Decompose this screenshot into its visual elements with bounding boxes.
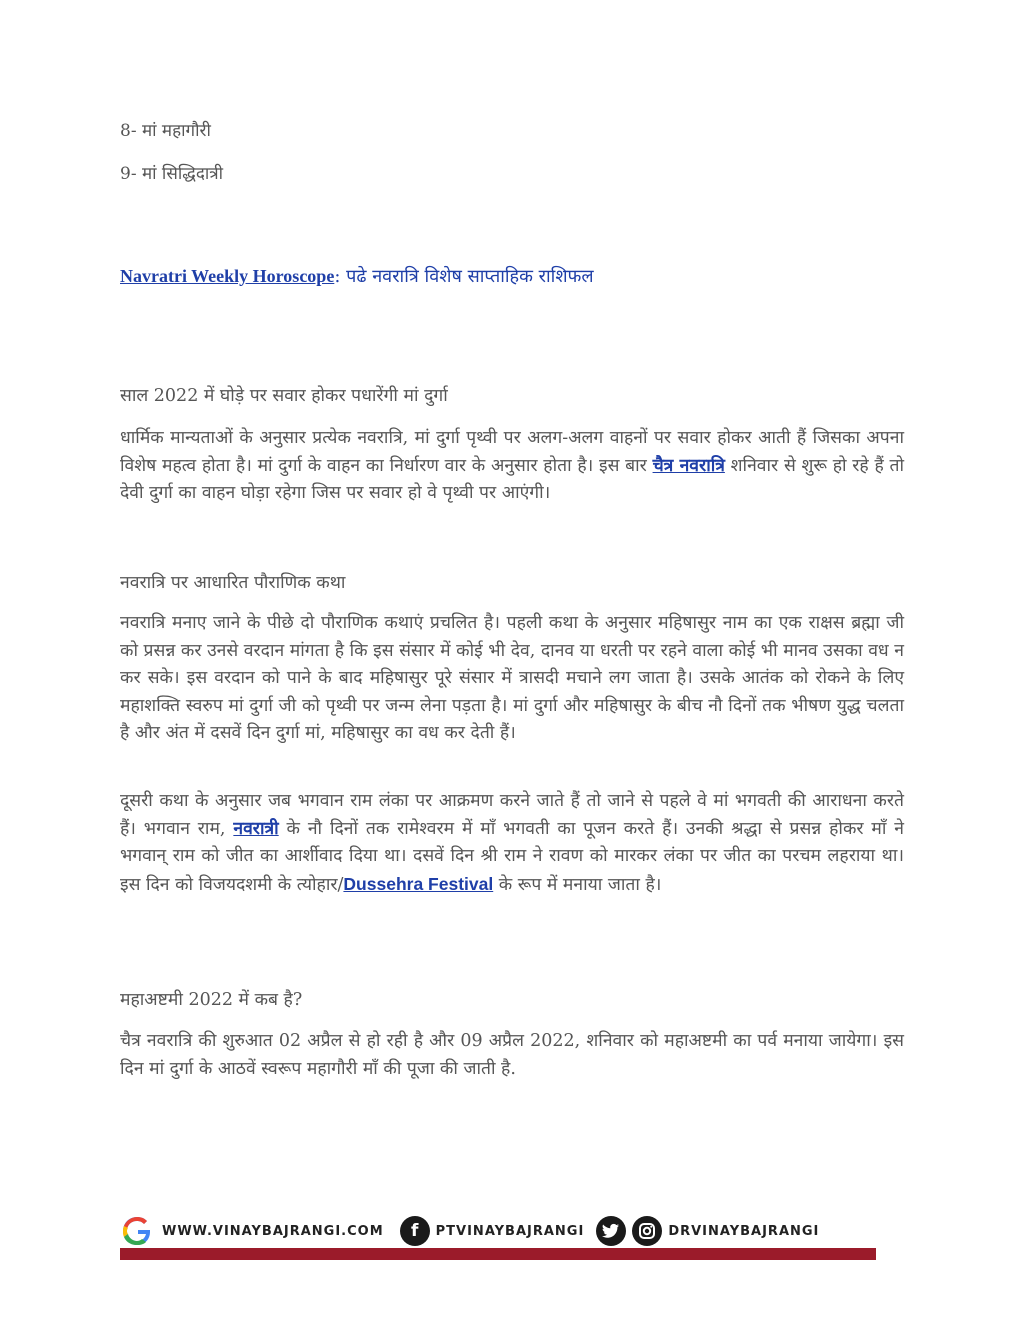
section1-heading: साल 2022 में घोड़े पर सवार होकर पधारेंगी मां दुर्गा: [120, 386, 448, 406]
footer-bar: [120, 1248, 876, 1260]
chaitra-navratri-link[interactable]: चैत्र नवरात्रि: [652, 455, 725, 476]
section2-text-3: के रूप में मनाया जाता है।: [493, 874, 662, 895]
navratri-link[interactable]: नवरात्री: [233, 818, 279, 839]
weekly-hindi-text: पढे नवरात्रि विशेष साप्ताहिक राशिफल: [340, 266, 594, 287]
website-text[interactable]: WWW.VINAYBAJRANGI.COM: [162, 1223, 384, 1239]
weekly-horoscope-line: [120, 264, 594, 288]
weekly-colon: :: [334, 266, 341, 287]
section3-paragraph: चैत्र नवरात्रि की शुरुआत 02 अप्रैल से हो रही है और 09 अप्रैल 2022, शनिवार को महाअष्टमी का पर्व मनाया जायेगा। इस दिन मां दुर्गा के आठवें स्वरूप महागौरी माँ की पूजा की जाती है.: [120, 1031, 904, 1079]
footer-social-row: [120, 1214, 876, 1248]
section3-heading: महाअष्टमी 2022 में कब है?: [120, 990, 303, 1010]
list-item-9: 9- मां सिद्धिदात्री: [120, 164, 224, 184]
section2-text-2: के नौ दिनों तक रामेश्वरम में माँ भगवती का पूजन करते हैं। उनकी श्रद्धा से प्रसन्न होकर माँ ने भगवान् राम को जीत का आर्शीवाद दिया था। दसवें दिन श्री राम ने रावण को मारकर लंका पर जीत का परचम लहराया था। इस दिन को विजयदशमी के त्योहार/: [120, 818, 904, 895]
instagram-icon[interactable]: [632, 1216, 662, 1246]
section1-text-1: धार्मिक मान्यताओं के अनुसार प्रत्येक नवरात्रि, मां दुर्गा पृथ्वी पर अलग-अलग वाहनों पर सवार होकर आती हैं जिसका अपना विशेष महत्व होता है। मां दुर्गा के वाहन का निर्धारण वार के अनुसार होता है। इस बार: [120, 428, 904, 476]
twitter-icon[interactable]: [596, 1216, 626, 1246]
social-handle[interactable]: DRVINAYBAJRANGI: [668, 1223, 820, 1239]
list-item-8: 8- मां महागौरी: [120, 121, 211, 141]
section1-paragraph: [120, 425, 904, 508]
facebook-handle[interactable]: PTVINAYBAJRANGI: [435, 1223, 585, 1239]
weekly-horoscope-link[interactable]: Navratri Weekly Horoscope: [120, 266, 335, 286]
section2-heading: नवरात्रि पर आधारित पौराणिक कथा: [120, 573, 346, 593]
google-icon: [120, 1215, 156, 1247]
section2-text-1: दूसरी कथा के अनुसार जब भगवान राम लंका पर आक्रमण करने जाते हैं तो जाने से पहले वे मां भगवती की आराधना करते हैं। भगवान राम,: [120, 791, 904, 839]
section1-text-2: शनिवार से शुरू हो रहे हैं तो देवी दुर्गा का वाहन घोड़ा रहेगा जिस पर सवार हो वे पृथ्वी पर आएंगी।: [120, 455, 904, 503]
section2-paragraph-1: नवरात्रि मनाए जाने के पीछे दो पौराणिक कथाएं प्रचलित है। पहली कथा के अनुसार महिषासुर नाम का एक राक्षस ब्रह्मा जी को प्रसन्न कर उनसे वरदान मांगता है कि इस संसार में कोई भी देव, दानव या धरती पर रहने वाला कोई भी मानव उसका वध न कर सके। इस वरदान को पाने के बाद महिषासुर पूरे संसार में त्रासदी मचाने लग जाता है। उसके आतंक को रोकने के लिए महाशक्ति स्वरुप मां दुर्गा जी को पृथ्वी पर जन्म लेना पड़ता है। मां दुर्गा और महिषासुर के बीच नौ दिनों तक भीषण युद्ध चलता है और अंत में दसवें दिन दुर्गा मां, महिषासुर का वध कर देती हैं।: [120, 613, 904, 743]
section2-paragraph-2: [120, 788, 904, 899]
dussehra-festival-link[interactable]: Dussehra Festival: [343, 873, 494, 894]
facebook-icon[interactable]: f: [400, 1216, 430, 1246]
